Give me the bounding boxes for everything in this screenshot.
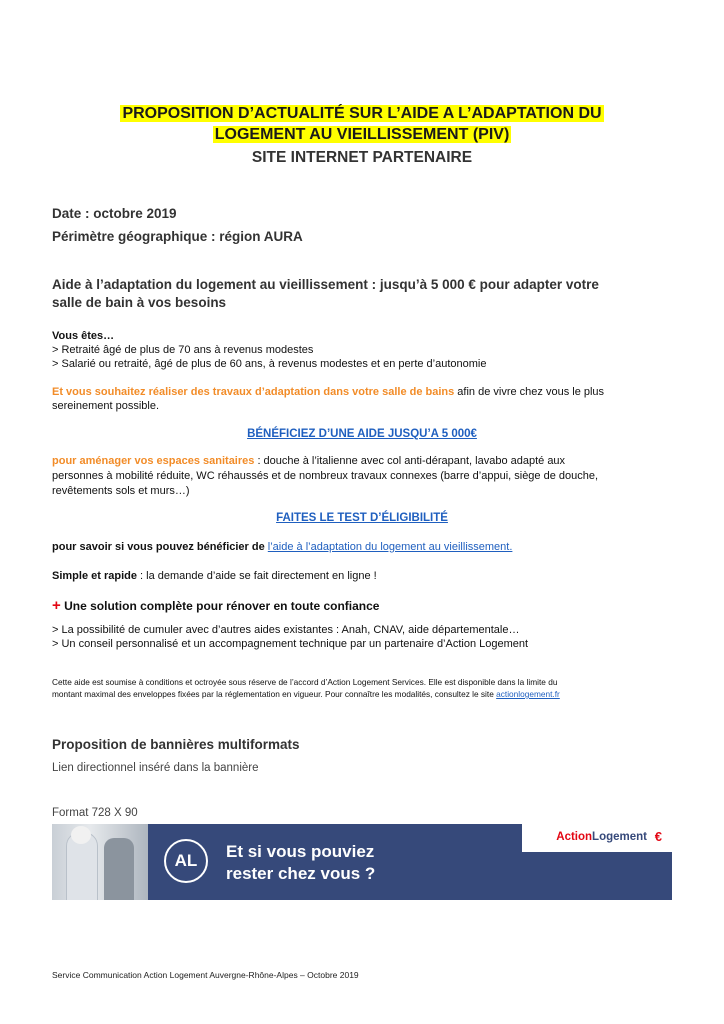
savoir-line bbox=[52, 540, 512, 554]
banner-728x90[interactable] bbox=[52, 824, 672, 900]
intro-line2: salle de bain à vos besoins bbox=[52, 295, 227, 310]
perimetre-line: Périmètre géographique : région AURA bbox=[52, 229, 303, 244]
actionlogement-link[interactable]: actionlogement.fr bbox=[496, 689, 560, 699]
disclaimer-line2 bbox=[52, 688, 662, 700]
souhait-line2: sereinement possible. bbox=[52, 400, 160, 412]
vous-etes-heading: Vous êtes… bbox=[52, 330, 115, 342]
test-link-wrap bbox=[0, 512, 724, 524]
banner-line2: rester chez vous ? bbox=[226, 864, 376, 883]
banner-headline bbox=[226, 841, 375, 885]
simple-line bbox=[52, 569, 377, 583]
photo-figure-back bbox=[104, 838, 134, 900]
simple-bold: Simple et rapide bbox=[52, 570, 137, 582]
format-label: Format 728 X 90 bbox=[52, 807, 138, 819]
page-title-line1 bbox=[0, 103, 724, 124]
al-logo-icon: AL bbox=[164, 839, 208, 883]
brand-logement: Logement bbox=[592, 831, 647, 843]
banner-line1: Et si vous pouviez bbox=[226, 842, 375, 861]
souhait-highlight: Et vous souhaitez réaliser des travaux d’adaptation dans votre salle de bains bbox=[52, 386, 455, 398]
brand-area bbox=[522, 824, 672, 852]
solution-heading-text: Une solution complète pour rénover en toute confiance bbox=[64, 599, 380, 613]
page-subtitle: SITE INTERNET PARTENAIRE bbox=[251, 149, 473, 166]
bannieres-heading: Proposition de bannières multiformats bbox=[52, 737, 300, 752]
disclaimer-line1: Cette aide est soumise à conditions et octroyée sous réserve de l’accord d’Action Logement Services. Elle est disponible dans la limite du bbox=[52, 677, 558, 687]
savoir-bold: pour savoir si vous pouvez bénéficier de bbox=[52, 541, 265, 553]
date-line: Date : octobre 2019 bbox=[52, 206, 177, 221]
action-logement-logo bbox=[556, 831, 647, 843]
amenager-rest: : douche à l’italienne avec col anti-dérapant, lavabo adapté aux bbox=[254, 455, 566, 467]
vous-etes-item-2: > Salarié ou retraité, âgé de plus de 60 ans, à revenus modestes et en perte d’autonomie bbox=[52, 358, 487, 370]
souhait-line1 bbox=[52, 385, 604, 399]
amenager-line2: personnes à mobilité réduite, WC réhaussés et de nombreux travaux connexes (barre d’appui, siège de douche, bbox=[52, 470, 599, 482]
title-highlight-2: LOGEMENT AU VIEILLISSEMENT (PIV) bbox=[214, 126, 510, 143]
plus-icon: + bbox=[52, 597, 61, 614]
disclaimer-text: montant maximal des enveloppes fixées par la réglementation en vigueur. Pour connaître les modalités, consultez le site bbox=[52, 689, 494, 699]
page-title-line2 bbox=[0, 124, 724, 145]
vous-etes-item-1: > Retraité âgé de plus de 70 ans à revenus modestes bbox=[52, 344, 314, 356]
solution-item-2: > Un conseil personnalisé et un accompagnement technique par un partenaire d’Action Logement bbox=[52, 638, 529, 650]
souhait-rest: afin de vivre chez vous le plus bbox=[454, 386, 605, 398]
bannieres-subheading: Lien directionnel inséré dans la bannière bbox=[52, 762, 259, 774]
title-highlight-1: PROPOSITION D’ACTUALITÉ SUR L’AIDE A L’ADAPTATION DU bbox=[122, 105, 602, 122]
amenager-line3: revêtements sols et murs…) bbox=[52, 485, 190, 497]
amenager-line1 bbox=[52, 454, 565, 468]
intro-line1: Aide à l’adaptation du logement au vieillissement : jusqu’à 5 000 € pour adapter votre bbox=[52, 277, 599, 292]
solution-heading bbox=[52, 599, 379, 613]
simple-rest: : la demande d’aide se fait directement en ligne ! bbox=[136, 570, 377, 582]
solution-item-1: > La possibilité de cumuler avec d’autres aides existantes : Anah, CNAV, aide départementale… bbox=[52, 624, 520, 636]
aide-link[interactable]: BÉNÉFICIEZ D’UNE AIDE JUSQU’A 5 000€ bbox=[247, 428, 477, 440]
amenager-highlight: pour aménager vos espaces sanitaires bbox=[52, 455, 255, 467]
brand-action: Action bbox=[556, 831, 593, 843]
euro-icon: € bbox=[654, 829, 662, 844]
senior-photo bbox=[52, 824, 148, 900]
photo-head bbox=[71, 826, 91, 844]
page-footer: Service Communication Action Logement Auvergne-Rhône-Alpes – Octobre 2019 bbox=[52, 970, 359, 980]
aide-adaptation-link[interactable]: l’aide à l’adaptation du logement au vieillissement. bbox=[267, 541, 513, 553]
eligibility-test-link[interactable]: FAITES LE TEST D’ÉLIGIBILITÉ bbox=[276, 512, 448, 524]
aide-link-wrap bbox=[0, 428, 724, 440]
